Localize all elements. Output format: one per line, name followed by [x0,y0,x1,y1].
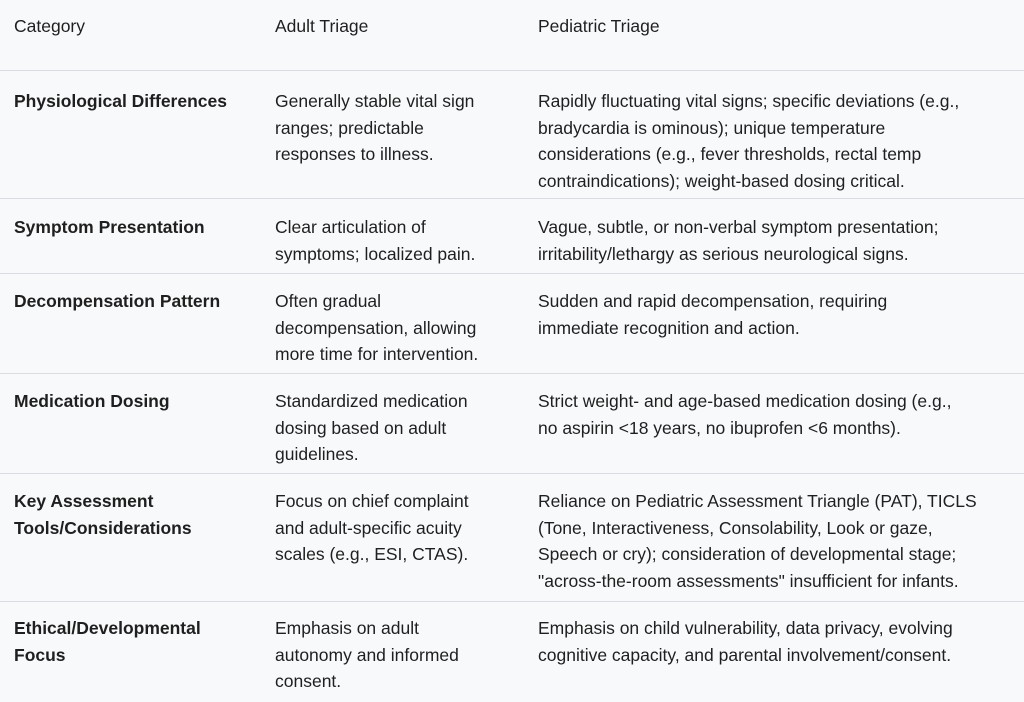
pediatric-line: Reliance on Pediatric Assessment Triangle (PAT), TICLS [538,491,977,511]
pediatric-line: Sudden and rapid decompensation, requiring [538,291,888,311]
pediatric-line: considerations (e.g., fever thresholds, rectal temp [538,144,922,164]
table-row [0,273,1024,364]
pediatric-line: "across-the-room assessments" insufficient for infants. [538,570,959,591]
row-pediatric [538,88,1018,194]
header-category: Category [14,16,86,36]
category-line: Symptom Presentation [14,217,205,237]
adult-line: autonomy and informed [275,644,459,665]
pediatric-line: Rapidly fluctuating vital signs; specific deviations (e.g., [538,91,960,111]
category-line: Medication Dosing [14,391,170,411]
row-category [14,88,264,115]
category-line: Decompensation Pattern [14,291,221,311]
row-pediatric [538,488,1018,594]
category-line: Ethical/Developmental [14,618,201,638]
category-line: Focus [14,644,66,665]
header-pediatric-triage: Pediatric Triage [538,16,660,36]
adult-line: symptoms; localized pain. [275,243,476,264]
adult-line: Emphasis on adult [275,618,419,638]
pediatric-line: bradycardia is ominous); unique temperature [538,117,886,138]
adult-line: Clear articulation of [275,217,426,237]
row-category [14,488,264,541]
table-row [0,601,1024,691]
row-adult [275,388,515,468]
pediatric-line: no aspirin <18 years, no ibuprofen <6 months). [538,417,901,438]
row-adult [275,88,515,168]
pediatric-line: Speech or cry); consideration of developmental stage; [538,544,957,564]
adult-line: consent. [275,671,342,691]
row-category [14,388,264,415]
table-row [0,70,1024,191]
row-adult [275,615,515,695]
row-pediatric [538,615,1018,668]
adult-line: more time for intervention. [275,344,479,364]
row-pediatric [538,288,1018,341]
adult-line: Often gradual [275,291,382,311]
pediatric-line: irritability/lethargy as serious neurological signs. [538,243,909,264]
row-category [14,615,264,668]
pediatric-line: contraindications); weight-based dosing critical. [538,170,905,191]
adult-line: ranges; predictable [275,117,424,138]
pediatric-line: (Tone, Interactiveness, Consolability, Look or gaze, [538,517,933,538]
pediatric-line: immediate recognition and action. [538,317,800,338]
adult-line: scales (e.g., ESI, CTAS). [275,544,469,564]
table-row [0,198,1024,264]
category-line: Key Assessment [14,491,154,511]
adult-line: decompensation, allowing [275,317,477,338]
table-row [0,473,1024,591]
adult-line: Focus on chief complaint [275,491,469,511]
category-line: Tools/Considerations [14,517,192,538]
adult-line: Standardized medication [275,391,468,411]
category-line: Physiological Differences [14,91,227,111]
row-pediatric [538,388,1018,441]
adult-line: guidelines. [275,444,359,464]
row-adult [275,288,515,368]
pediatric-line: Vague, subtle, or non-verbal symptom presentation; [538,217,939,237]
row-pediatric [538,214,1018,267]
row-adult [275,488,515,568]
row-category [14,288,264,315]
row-category [14,214,264,241]
pediatric-line: Strict weight- and age-based medication dosing (e.g., [538,391,952,411]
adult-line: responses to illness. [275,144,434,164]
row-adult [275,214,515,267]
pediatric-line: cognitive capacity, and parental involvement/consent. [538,644,952,665]
adult-line: Generally stable vital sign [275,91,475,111]
adult-line: dosing based on adult [275,417,447,438]
table-row [0,373,1024,464]
header-adult-triage: Adult Triage [275,16,369,36]
pediatric-line: Emphasis on child vulnerability, data privacy, evolving [538,618,953,638]
adult-line: and adult-specific acuity [275,517,462,538]
